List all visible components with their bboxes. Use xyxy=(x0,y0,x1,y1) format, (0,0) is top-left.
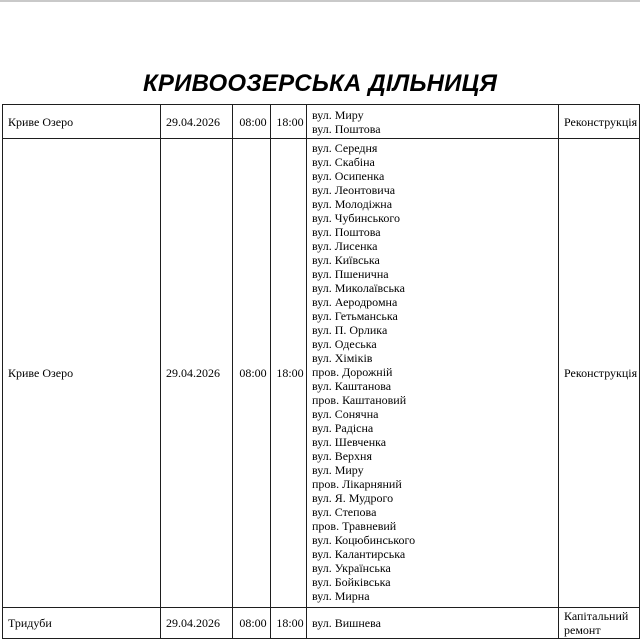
outage-schedule-table xyxy=(2,104,640,639)
street-line: вул. Мирна xyxy=(312,589,370,603)
date-cell: 29.04.2026 xyxy=(161,608,233,639)
street-line: вул. Одеська xyxy=(312,337,377,351)
street-line: вул. Осипенка xyxy=(312,169,385,183)
street-line: вул. Бойківська xyxy=(312,575,391,589)
table-row xyxy=(3,608,640,639)
time-to-cell: 18:00 xyxy=(271,139,307,608)
work-type-cell: Капітальний ремонт xyxy=(559,608,640,639)
street-line: пров. Каштановий xyxy=(312,393,407,407)
street-line: вул. Лисенка xyxy=(312,239,378,253)
street-line: вул. П. Орлика xyxy=(312,323,388,337)
street-line: вул. Українська xyxy=(312,561,391,575)
top-edge-strip xyxy=(0,0,640,2)
location-cell: Криве Озеро xyxy=(3,105,161,139)
street-line: вул. Гетьманська xyxy=(312,309,398,323)
street-line: вул. Леонтовича xyxy=(312,183,396,197)
page-title: КРИВООЗЕРСЬКА ДІЛЬНИЦЯ xyxy=(142,70,498,98)
location-cell: Криве Озеро xyxy=(3,139,161,608)
street-line: вул. Київська xyxy=(312,253,380,267)
street-line: вул. Аеродромна xyxy=(312,295,398,309)
street-line: вул. Хіміків xyxy=(312,351,373,365)
street-line: вул. Верхня xyxy=(312,449,372,463)
streets-cell xyxy=(307,139,559,608)
streets-cell xyxy=(307,105,559,139)
street-line: пров. Дорожній xyxy=(312,365,393,379)
street-line: вул. Радісна xyxy=(312,421,374,435)
time-from-cell: 08:00 xyxy=(233,105,271,139)
street-line: вул. Скабіна xyxy=(312,155,375,169)
street-line: вул. Миколаївська xyxy=(312,281,405,295)
street-line: вул. Чубинського xyxy=(312,211,400,225)
time-to-cell: 18:00 xyxy=(271,105,307,139)
location-cell: Тридуби xyxy=(3,608,161,639)
street-line: вул. Я. Мудрого xyxy=(312,491,394,505)
street-line: вул. Поштова xyxy=(312,121,381,136)
street-line: вул. Молодіжна xyxy=(312,197,393,211)
street-line: вул. Каштанова xyxy=(312,379,392,393)
street-line: вул. Коцюбинського xyxy=(312,533,416,547)
work-type-cell: Реконструкція xyxy=(559,139,640,608)
time-from-cell: 08:00 xyxy=(233,608,271,639)
street-line: вул. Поштова xyxy=(312,225,381,239)
street-line: вул. Степова xyxy=(312,505,377,519)
street-line: вул. Миру xyxy=(312,463,364,477)
street-line: пров. Травневий xyxy=(312,519,397,533)
street-line: вул. Миру xyxy=(312,107,364,122)
time-to-cell: 18:00 xyxy=(271,608,307,639)
street-line: вул. Вишнева xyxy=(312,616,381,630)
table-row xyxy=(3,105,640,139)
street-line: вул. Пшенична xyxy=(312,267,389,281)
street-line: вул. Сонячна xyxy=(312,407,379,421)
streets-cell xyxy=(307,608,559,639)
work-type-cell: Реконструкція xyxy=(559,105,640,139)
time-from-cell: 08:00 xyxy=(233,139,271,608)
street-line: вул. Шевченка xyxy=(312,435,387,449)
date-cell: 29.04.2026 xyxy=(161,105,233,139)
street-line: вул. Середня xyxy=(312,141,378,155)
street-line: пров. Лікарняний xyxy=(312,477,402,491)
table-row xyxy=(3,139,640,608)
date-cell: 29.04.2026 xyxy=(161,139,233,608)
street-line: вул. Калантирська xyxy=(312,547,406,561)
